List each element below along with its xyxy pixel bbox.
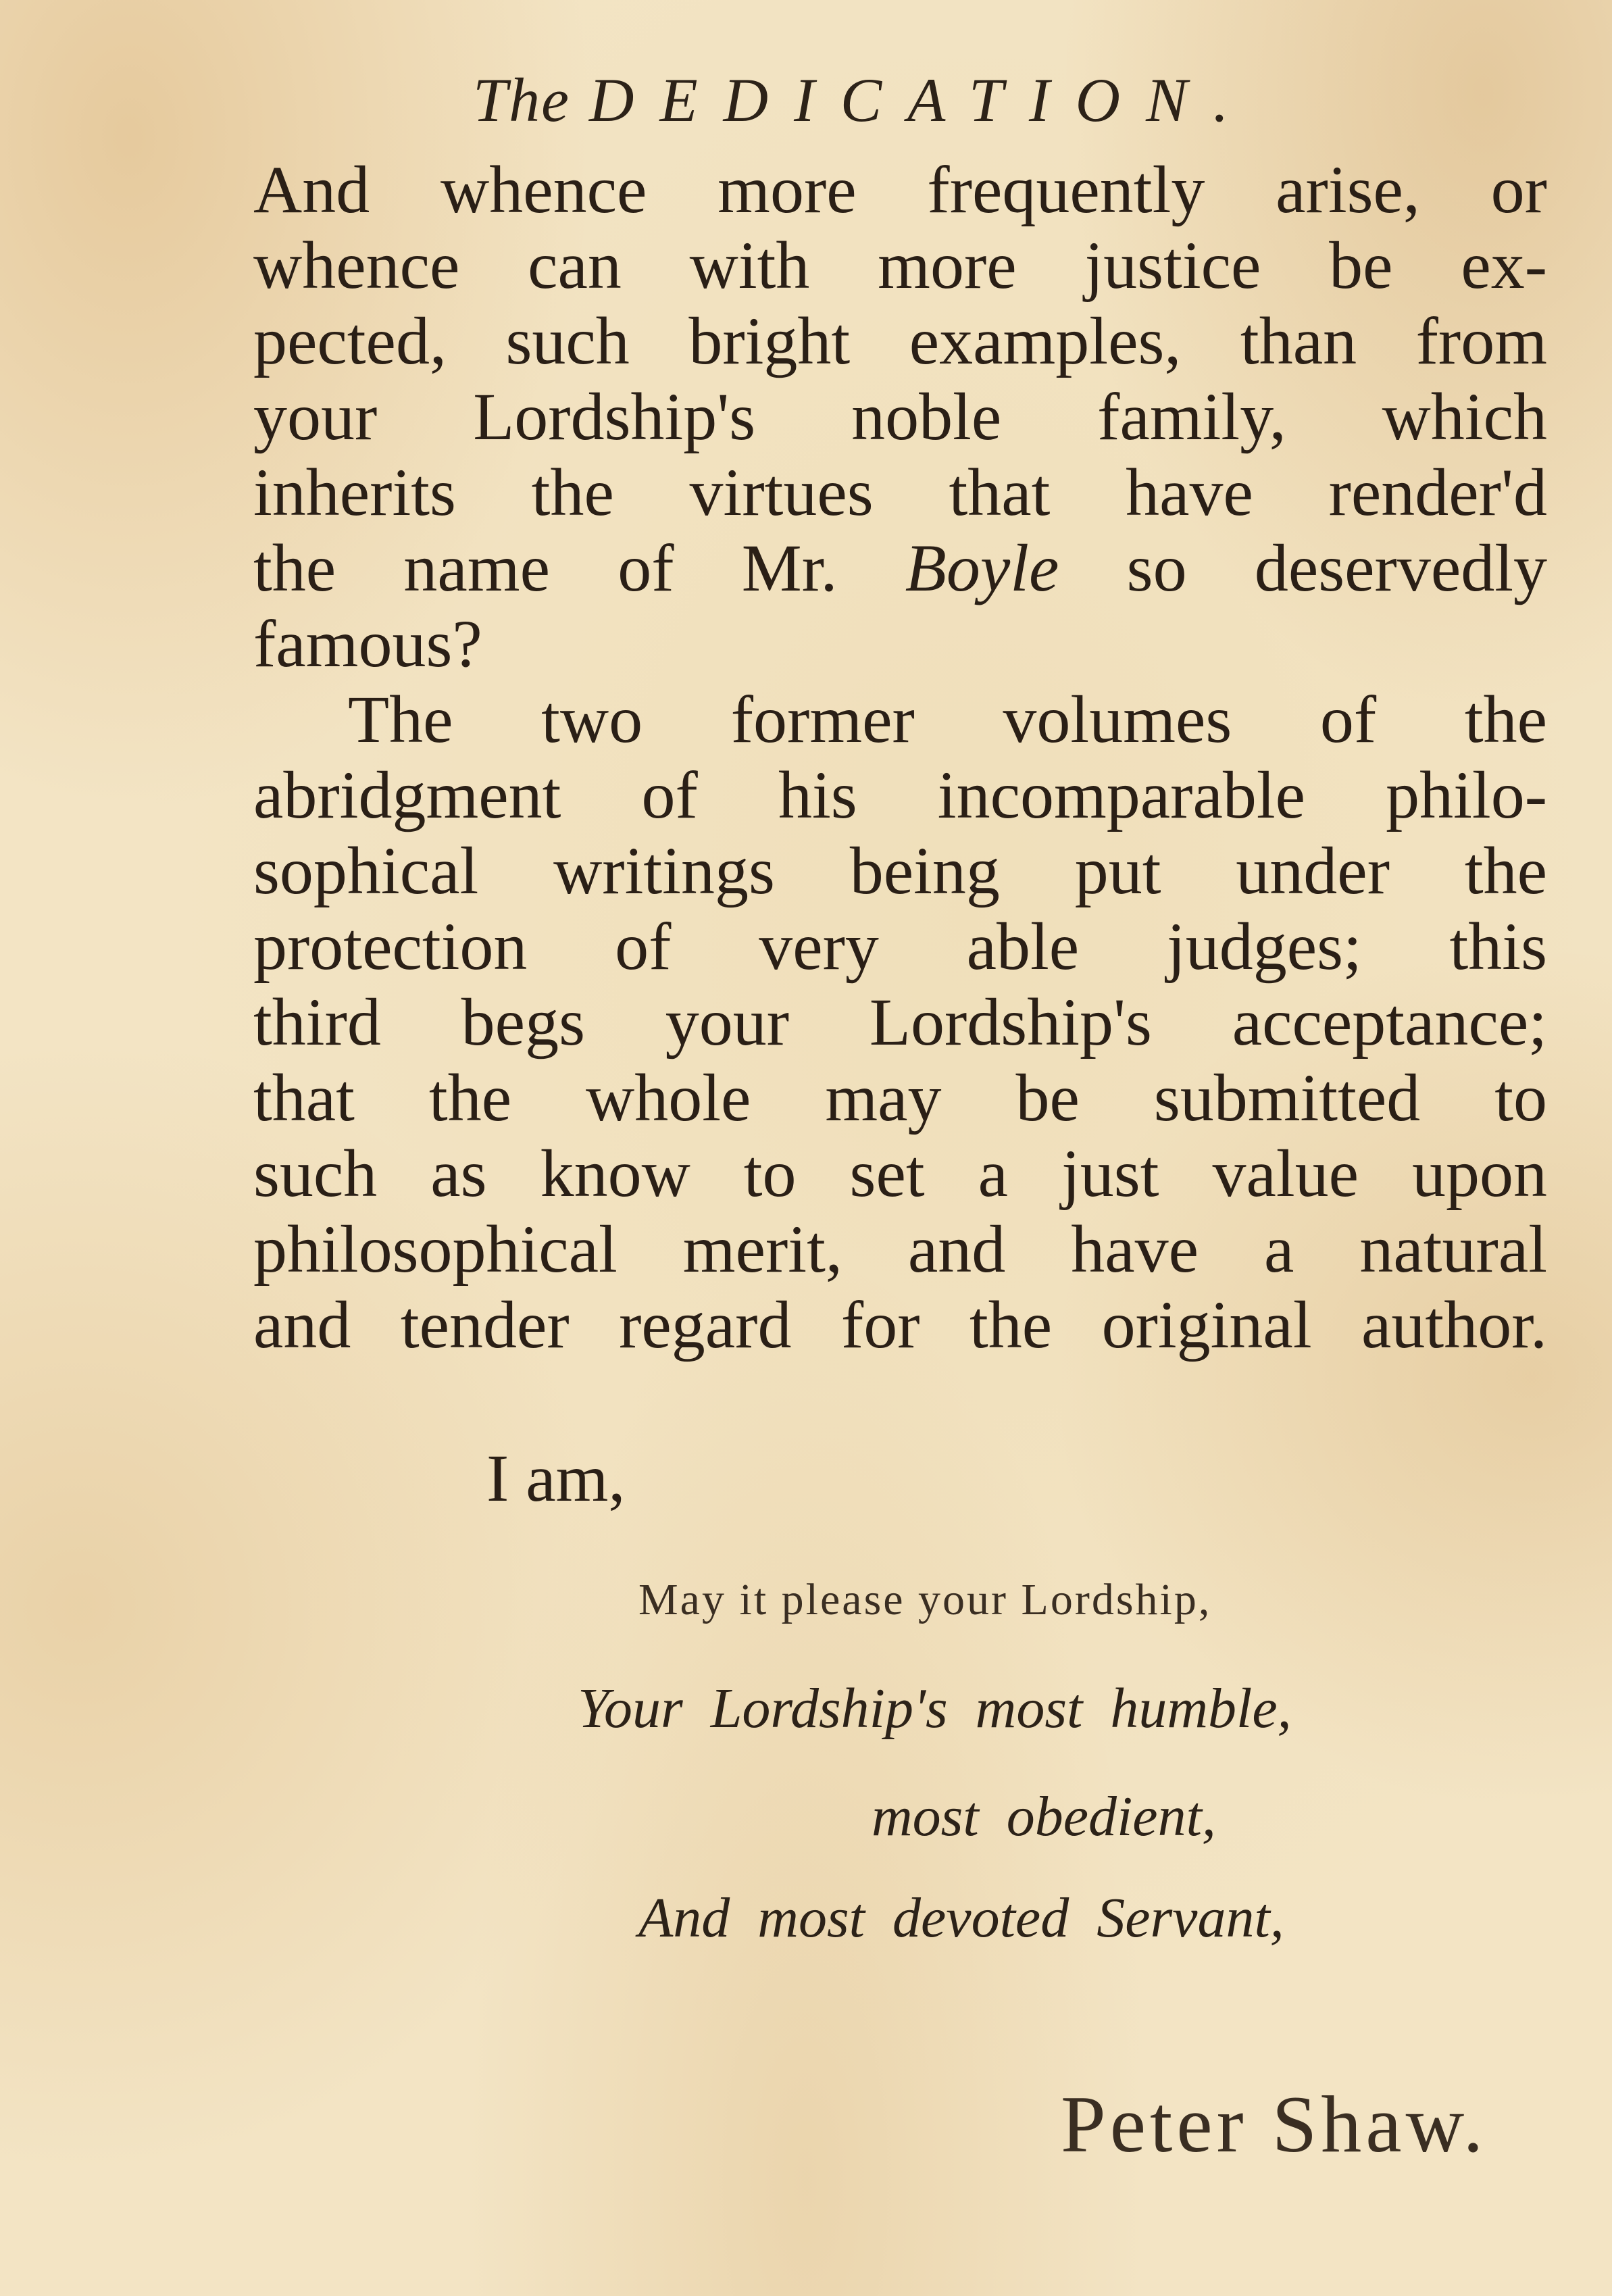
text-line: The two former volumes of the (348, 682, 1547, 757)
author-signature: Peter Shaw. (1061, 2079, 1488, 2169)
text-line-mixed (253, 530, 1547, 606)
closing-i-am: I am, (486, 1441, 626, 1516)
valediction-line-3: And most devoted Servant, (638, 1887, 1284, 1949)
running-head-prefix: The (473, 66, 570, 134)
closing-address: May it please your Lordship, (638, 1575, 1212, 1624)
text-line: and tender regard for the original author. (253, 1287, 1547, 1362)
running-head-title: DEDICATION. (589, 66, 1255, 134)
text-line: And whence more frequently arise, or (253, 152, 1547, 227)
text-line: protection of very able judges; this (253, 909, 1547, 984)
text-line: philosophical merit, and have a natural (253, 1212, 1547, 1287)
text-segment: the name of Mr. (253, 530, 838, 605)
dedication-body (253, 152, 1547, 1363)
text-line: sophical writings being put under the (253, 833, 1547, 908)
text-line: pected, such bright examples, than from (253, 303, 1547, 378)
text-line: your Lordship's noble family, which (253, 379, 1547, 454)
valediction-line-1: Your Lordship's most humble, (578, 1677, 1292, 1740)
text-line: such as know to set a just value upon (253, 1136, 1547, 1211)
running-head (473, 64, 1254, 136)
proper-name-boyle: Boyle (905, 530, 1059, 605)
text-line: abridgment of his incomparable philo- (253, 757, 1547, 832)
text-line: famous? (253, 606, 482, 681)
text-line: inherits the virtues that have render'd (253, 455, 1547, 530)
text-line: whence can with more justice be ex- (253, 228, 1547, 303)
text-line: that the whole may be submitted to (253, 1060, 1547, 1135)
text-segment: so deservedly (1126, 530, 1547, 605)
valediction-line-2: most obedient, (872, 1785, 1216, 1848)
text-line: third begs your Lordship's acceptance; (253, 984, 1547, 1059)
